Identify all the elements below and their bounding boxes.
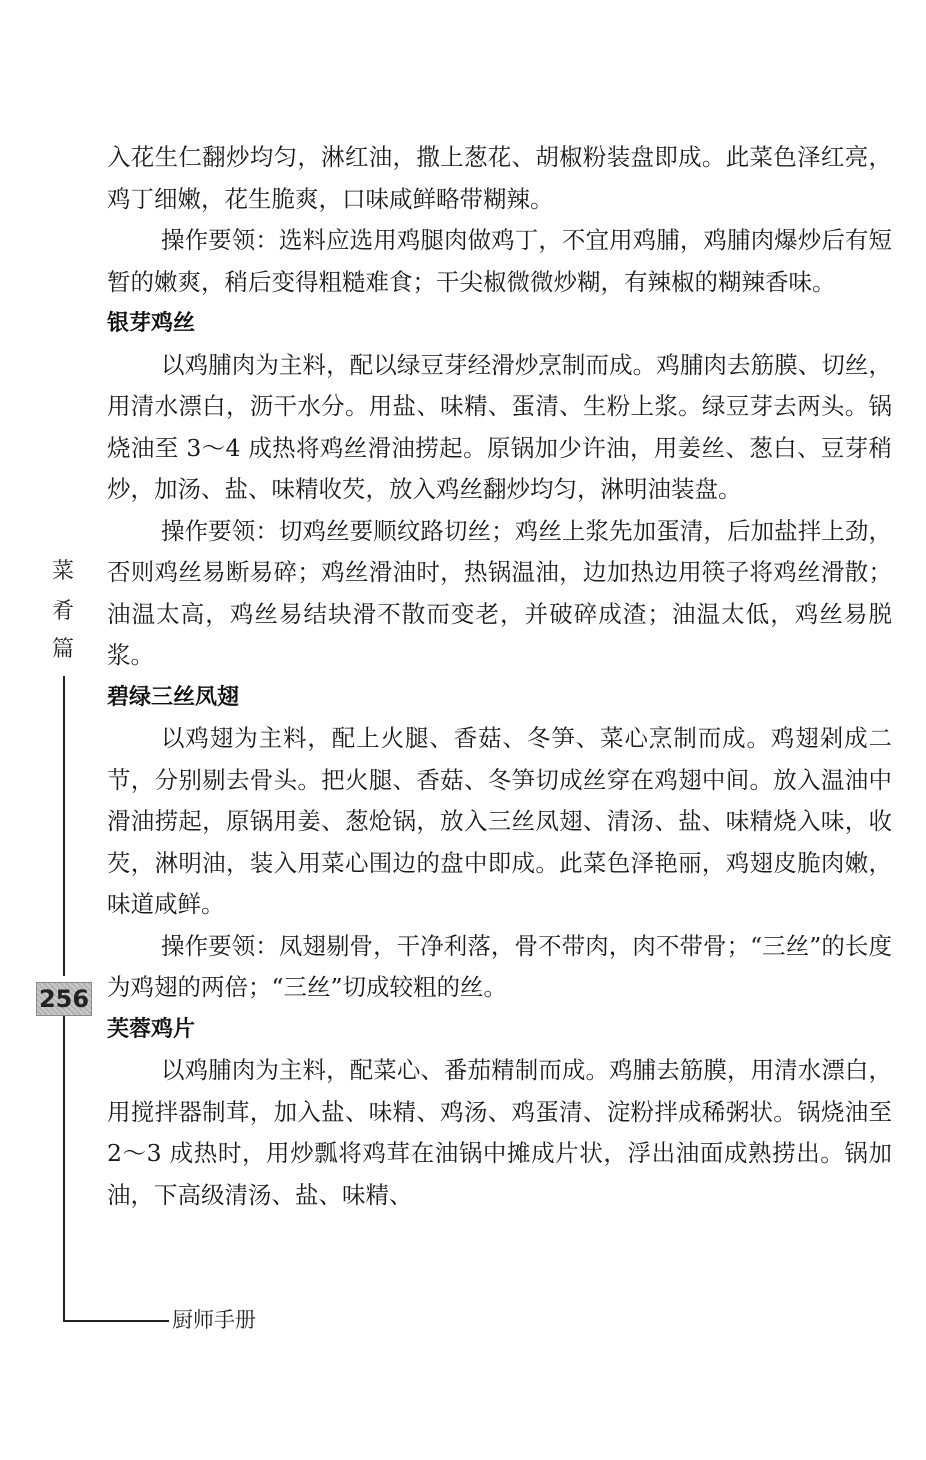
- side-label-char: 肴: [51, 599, 74, 624]
- side-rule: [63, 676, 65, 976]
- side-label-char: 篇: [51, 637, 74, 662]
- paragraph: 以鸡脯肉为主料，配菜心、番茄精制而成。鸡脯去筋膜，用清水漂白，用搅拌器制茸，加入盐、味精、鸡汤、鸡蛋清、淀粉拌成稀粥状。锅烧油至 2～3 成热时，用炒瓢将鸡茸在油锅中摊成片状，浮出油面成熟捞出。锅加油，下高级清汤、盐、味精、: [107, 1056, 892, 1209]
- section-heading: 银芽鸡丝: [107, 311, 196, 336]
- paragraph: 入花生仁翻炒均匀，淋红油，撒上葱花、胡椒粉装盘即成。此菜色泽红亮，鸡丁细嫩，花生脆爽，口味咸鲜略带糊辣。: [107, 143, 892, 213]
- paragraph: 以鸡脯肉为主料，配以绿豆芽经滑炒烹制而成。鸡脯肉去筋膜、切丝，用清水漂白，沥干水分。用盐、味精、蛋清、生粉上浆。绿豆芽去两头。锅烧油至 3～4 成热将鸡丝滑油捞起。原锅加少许油，用姜丝、葱白、豆芽稍炒，加汤、盐、味精收芡，放入鸡丝翻炒均匀，淋明油装盘。: [107, 350, 892, 503]
- section-heading: 芙蓉鸡片: [107, 1016, 196, 1042]
- side-label-char: 菜: [51, 559, 74, 584]
- section-heading: 碧绿三丝凤翅: [107, 684, 240, 710]
- page-number: 256: [36, 982, 92, 1016]
- paragraph: 操作要领：切鸡丝要顺纹路切丝；鸡丝上浆先加蛋清，后加盐拌上劲，否则鸡丝易断易碎；鸡丝滑油时，热锅温油，边加热边用筷子将鸡丝滑散；油温太高，鸡丝易结块滑不散而变老，并破碎成渣；油温太低，鸡丝易脱浆。: [107, 516, 892, 669]
- footer-rule: [63, 1320, 169, 1322]
- main-text: [107, 137, 892, 1216]
- paragraph: 以鸡翅为主料，配上火腿、香菇、冬笋、菜心烹制而成。鸡翅剁成二节，分别剔去骨头。把火腿、香菇、冬笋切成丝穿在鸡翅中间。放入温油中滑油捞起，原锅用姜、葱炝锅，放入三丝凤翅、清汤、盐、味精烧入味，收芡，淋明油，装入用菜心围边的盘中即成。此菜色泽艳丽，鸡翅皮脆肉嫩，味道咸鲜。: [107, 724, 892, 918]
- paragraph: 操作要领：选料应选用鸡腿肉做鸡丁，不宜用鸡脯，鸡脯肉爆炒后有短暂的嫩爽，稍后变得粗糙难食；干尖椒微微炒糊，有辣椒的糊辣香味。: [107, 226, 892, 296]
- side-rule: [63, 1016, 65, 1320]
- footer-title: 厨师手册: [172, 1308, 256, 1332]
- paragraph: 操作要领：凤翅剔骨，干净利落，骨不带肉，肉不带骨；“三丝”的长度为鸡翅的两倍；“三丝”切成较粗的丝。: [107, 931, 892, 1001]
